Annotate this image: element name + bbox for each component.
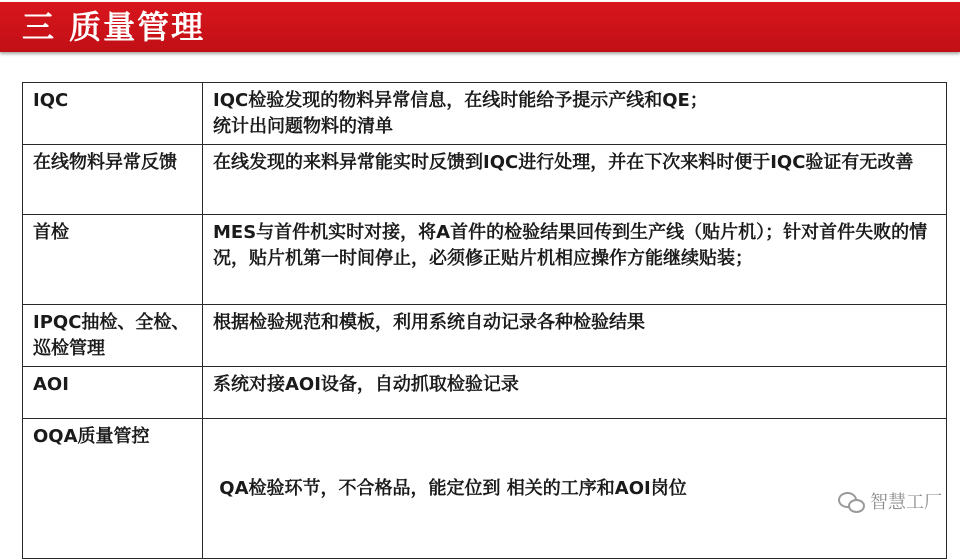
description-line: 根据检验规范和模板，利用系统自动记录各种检验结果 — [213, 312, 645, 333]
table-row — [23, 367, 947, 419]
description-line: IQC检验发现的物料异常信息，在线时能给予提示产线和QE； — [213, 90, 708, 111]
title-bar — [0, 2, 960, 52]
description-line: QA检验环节，不合格品，能定位到 相关的工序和AOI岗位 — [213, 478, 687, 499]
table-row — [23, 419, 947, 559]
row-name: AOI — [23, 367, 203, 419]
watermark-text: 智慧工厂 — [870, 492, 942, 513]
table-row — [23, 215, 947, 305]
row-name: OQA质量管控 — [23, 419, 203, 559]
table-row — [23, 83, 947, 145]
page-title: 三 质量管理 — [22, 8, 206, 46]
description-line: 统计出问题物料的清单 — [213, 116, 393, 137]
description-line: MES与首件机实时对接，将A首件的检验结果回传到生产线（贴片机）；针对首件失败的情况，贴片机第一时间停止，必须修正贴片机相应操作方能继续贴装； — [213, 222, 928, 269]
row-name: 在线物料异常反馈 — [23, 145, 203, 215]
row-name: 首检 — [23, 215, 203, 305]
row-name: IQC — [23, 83, 203, 145]
watermark — [838, 488, 942, 514]
description-line: 系统对接AOI设备，自动抓取检验记录 — [213, 374, 519, 395]
row-description — [203, 145, 947, 215]
row-description — [203, 419, 947, 559]
table-row — [23, 305, 947, 367]
description-line: 在线发现的来料异常能实时反馈到IQC进行处理，并在下次来料时便于IQC验证有无改善 — [213, 152, 914, 173]
quality-table — [22, 82, 947, 559]
row-description — [203, 215, 947, 305]
row-description — [203, 367, 947, 419]
row-description — [203, 305, 947, 367]
row-name: IPQC抽检、全检、巡检管理 — [23, 305, 203, 367]
row-description — [203, 83, 947, 145]
quality-table-container — [22, 82, 946, 559]
table-row — [23, 145, 947, 215]
wechat-icon — [838, 490, 864, 512]
